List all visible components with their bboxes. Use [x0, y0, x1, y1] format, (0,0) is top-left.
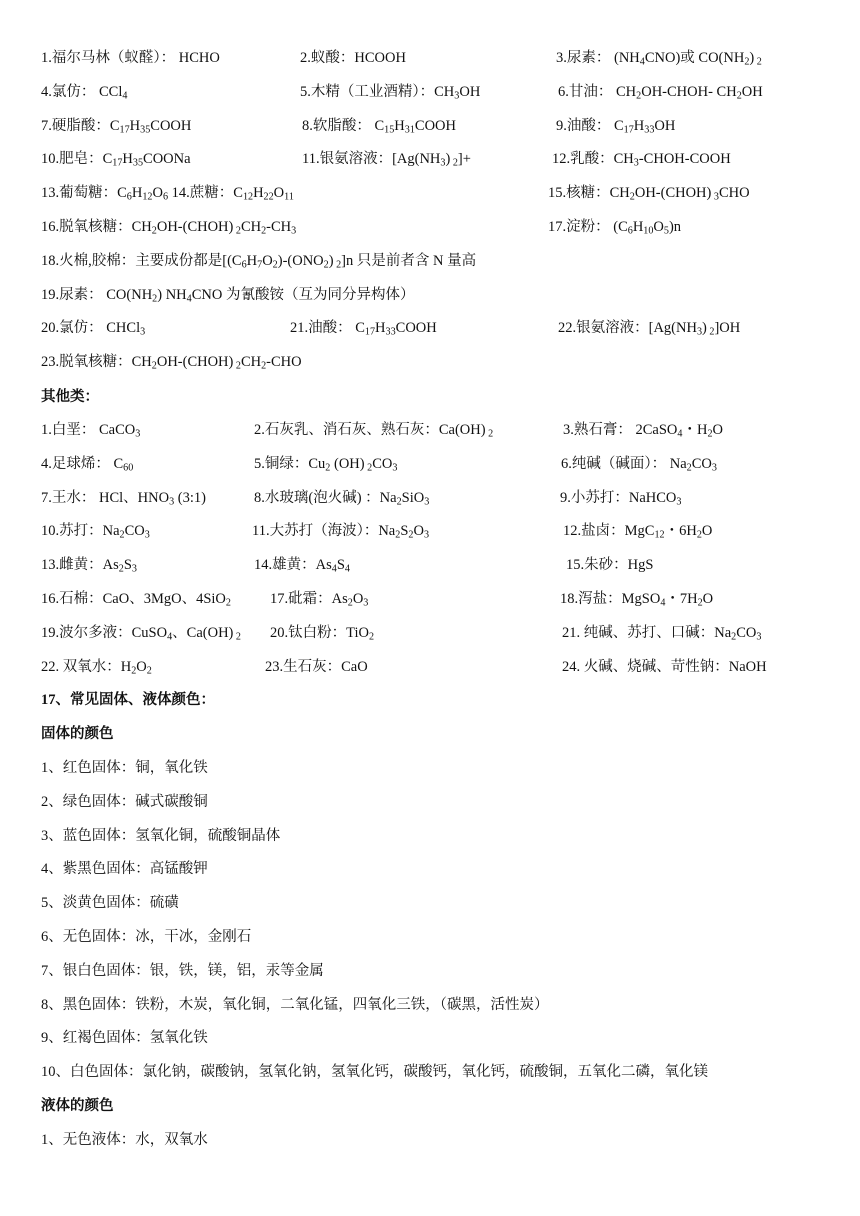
formula-entry: 2.石灰乳、消石灰、熟石灰：Ca(OH) $_2$	[254, 422, 494, 440]
formula-row	[0, 520, 860, 542]
formula-entry: 14.雄黄：$As_4S_4$	[254, 557, 350, 575]
formula-row	[0, 554, 860, 576]
color-list-item: 2、绿色固体：碱式碳酸铜	[41, 793, 208, 810]
formula-row	[0, 284, 860, 306]
formula-entry: 10.苏打：$Na_2CO_3$	[41, 523, 150, 541]
color-list-item: 10、白色固体：氯化钠，碳酸钠，氢氧化钠，氢氧化钙，碳酸钙，氧化钙，硫酸铜，五氧化二磷，氧化镁	[41, 1064, 708, 1081]
formula-entry: 20.钛白粉：TiO$_2$	[270, 624, 375, 643]
formula-entry: 7.王水： HCl、$HNO_3$ (3:1)	[41, 489, 206, 508]
formula-entry: 17.砒霜：$As_2O_3$	[270, 591, 369, 609]
formula-entry: 6.甘油： $CH_2OH-CHOH-$ $CH_2OH$	[558, 83, 763, 102]
formula-entry: 5.铜绿：$Cu_2$ (OH) $_2CO_3$	[254, 455, 398, 474]
formula-entry: 20.氯仿： CHCl$_3$	[41, 320, 146, 338]
formula-entry: 16.脱氧核糖：$CH_2OH-(CHOH)$ $_2CH_2-CH_3$	[41, 219, 297, 237]
formula-entry: 12.乳酸：$CH_3-CHOH$-COOH	[552, 151, 731, 169]
formula-row	[0, 47, 860, 69]
formula-entry: 15.核糖：$CH_2OH-(CHOH)$ $_3$CHO	[548, 185, 750, 203]
formula-row	[0, 317, 860, 339]
formula-entry: 4.足球烯： $C_{60}$	[41, 455, 134, 474]
color-list-item: 4、紫黑色固体：高锰酸钾	[41, 861, 208, 878]
formula-entry: 3.熟石膏： 2CaSO$_4$・$H_2O$	[563, 422, 723, 440]
formula-row	[0, 351, 860, 373]
formula-row	[0, 216, 860, 238]
color-list-item: 1、红色固体：铜，氧化铁	[41, 760, 208, 776]
formula-row	[0, 453, 860, 475]
formula-entry: 16.石棉：CaO、3MgO、4SiO$_2$	[41, 591, 231, 609]
formula-row	[0, 419, 860, 441]
formula-entry: 19.尿素： $CO(NH_2)$ $NH_4CNO$ 为氰酸铵（互为同分异构体）	[41, 286, 415, 305]
formula-entry: 8.软脂酸： $C_{15}H_{31}COOH$	[302, 117, 456, 136]
formula-entry: 17.淀粉： $(C_6H_{10}O_5)n$	[548, 219, 682, 237]
formula-entry: 9.小苏打：NaHCO$_3$	[560, 489, 682, 508]
formula-entry: 15.朱砂：HgS	[566, 557, 654, 574]
formula-entry: 23.脱氧核糖：$CH_2OH-(CHOH)$ $_2CH_2$-CHO	[41, 354, 302, 372]
formula-entry: 21.油酸： $C_{17}H_{33}COOH$	[290, 320, 437, 338]
formula-row	[0, 115, 860, 137]
formula-entry: 21. 纯碱、苏打、口碱：$Na_2CO_3$	[562, 624, 762, 643]
color-list-item: 9、红褐色固体：氢氧化铁	[41, 1030, 208, 1047]
formula-entry: 2.蚁酸：HCOOH	[300, 50, 406, 66]
liquid-color-heading: 液体的颜色	[41, 1098, 114, 1114]
formula-entry: 9.油酸： $C_{17}H_{33}OH$	[556, 117, 676, 136]
formula-entry: 18.泻盐：MgSO$_4$・$7H_2O$	[560, 591, 714, 609]
formula-entry: 1.福尔马林（蚁醛）： HCHO	[41, 50, 220, 66]
formula-entry: 8.水玻璃(泡火碱) ：$Na_2SiO_3$	[254, 489, 430, 508]
formula-row	[0, 148, 860, 170]
color-list-item: 3、蓝色固体：氢氧化铜，硫酸铜晶体	[41, 827, 281, 844]
solid-color-heading: 固体的颜色	[41, 726, 114, 742]
formula-entry: 13.葡萄糖：$C_6H_{12}O_6$ 14.蔗糖：$C_{12}H_{22}O_{11}$	[41, 185, 294, 203]
formula-entry: 6.纯碱（碱面）： $Na_2CO_3$	[561, 455, 717, 474]
formula-entry: 5.木精（工业酒精）：$CH_3OH$	[300, 83, 481, 102]
color-list-item: 1、无色液体：水，双氧水	[41, 1132, 208, 1148]
formula-row	[0, 81, 860, 103]
formula-entry: 7.硬脂酸：$C_{17}H_{35}COOH$	[41, 117, 192, 136]
formula-row	[0, 182, 860, 204]
formula-entry: 10.肥皂：$C_{17}H_{35}COONa$	[41, 151, 191, 169]
formula-entry: 22. 双氧水：$H_2O_2$	[41, 658, 152, 677]
formula-entry: 24. 火碱、烧碱、苛性钠：NaOH	[562, 658, 767, 675]
formula-entry: 13.雌黄：$As_2S_3$	[41, 557, 137, 575]
formula-entry: 18.火棉,胶棉：主要成份都是[$(C_6H_7O_2)-(ONO_2)$ $_2$]n 只是前者含 N 量高	[41, 252, 477, 271]
formula-entry: 11.大苏打（海波）：$Na_2S_2O_3$	[252, 523, 429, 541]
section-17-heading: 17、常见固体、液体颜色：	[41, 692, 215, 708]
color-list-item: 5、淡黄色固体：硫磺	[41, 895, 179, 912]
formula-entry: 3.尿素： $(NH_4CNO)$或 $CO(NH_2)$ $_2$	[556, 50, 762, 68]
formula-row	[0, 250, 860, 272]
formula-entry: 4.氯仿： CCl$_4$	[41, 83, 128, 102]
formula-entry: 22.银氨溶液：[$Ag(NH_3)$ $_2$]OH	[558, 320, 741, 338]
color-list-item: 7、银白色固体：银，铁，镁，铝，汞等金属	[41, 962, 324, 979]
formula-entry: 12.盐卤：MgC$_{12}$・$6H_2O$	[563, 523, 713, 541]
formula-entry: 23.生石灰：CaO	[265, 658, 368, 675]
formula-entry: 1.白垩： CaCO$_3$	[41, 422, 141, 440]
other-heading: 其他类：	[41, 389, 99, 405]
formula-row	[0, 622, 860, 644]
formula-row	[0, 487, 860, 509]
formula-row	[0, 588, 860, 610]
formula-entry: 19.波尔多液：CuSO$_4$、Ca(OH) $_2$	[41, 624, 241, 643]
formula-row	[0, 656, 860, 678]
color-list-item: 6、无色固体：冰，干冰，金刚石	[41, 929, 252, 945]
color-list-item: 8、黑色固体：铁粉，木炭，氧化铜，二氧化锰，四氧化三铁，（碳黑，活性炭）	[41, 996, 549, 1013]
formula-entry: 11.银氨溶液：[$Ag(NH_3)$ $_2$]+	[302, 151, 471, 169]
